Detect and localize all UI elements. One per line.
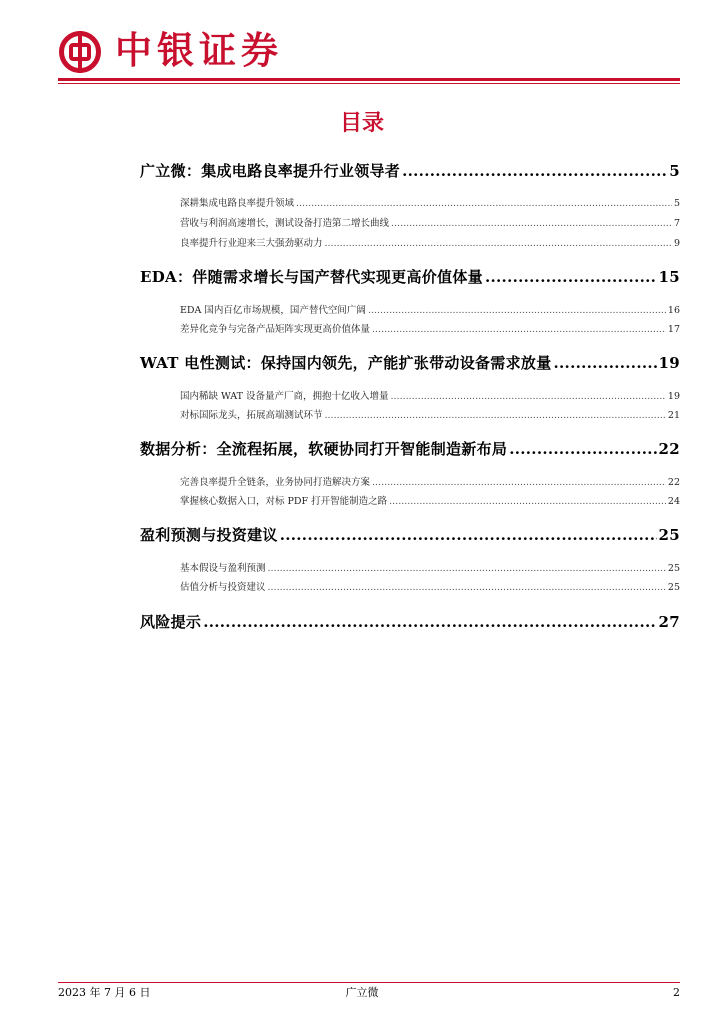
toc-subitem-title: 基本假设与盈利预测 [180, 563, 266, 574]
toc-section-title: 数据分析：全流程拓展，软硬协同打开智能制造新布局 [140, 440, 508, 458]
toc-subitem[interactable] [180, 216, 680, 232]
toc-subitem-title: 完善良率提升全链条，业务协同打造解决方案 [180, 477, 371, 488]
dot-leader [296, 196, 672, 212]
page-header [0, 0, 724, 90]
toc-page-number: 15 [658, 268, 680, 286]
toc-subitem-title: EDA 国内百亿市场规模，国产替代空间广阔 [180, 305, 366, 316]
toc-subitem-title: 深耕集成电路良率提升领域 [180, 198, 295, 209]
toc-subitem-title: 掌握核心数据入口，对标 PDF 打开智能制造之路 [180, 496, 388, 507]
toc-page-number: 25 [658, 526, 680, 544]
dot-leader [268, 580, 666, 596]
dot-leader [509, 438, 656, 460]
toc-subitem-title: 对标国际龙头，拓展高端测试环节 [180, 410, 323, 421]
dot-leader [203, 611, 656, 633]
toc-subitem[interactable] [180, 322, 680, 338]
toc-section-title: 广立微：集成电路良率提升行业领导者 [140, 162, 401, 180]
toc-page-number: 24 [667, 496, 680, 507]
toc-subitem[interactable] [180, 580, 680, 596]
toc-section-title: 风险提示 [140, 613, 202, 631]
bank-of-china-logo-icon [58, 30, 102, 74]
toc-subitem-title: 估值分析与投资建议 [180, 582, 266, 593]
toc-page-number: 9 [673, 238, 680, 249]
footer-company: 广立微 [345, 986, 379, 999]
toc-section[interactable] [140, 438, 680, 460]
brand-name: 中银证券 [115, 29, 283, 72]
toc-page-number: 16 [667, 305, 680, 316]
toc-subitem[interactable] [180, 236, 680, 252]
toc-subitem[interactable] [180, 389, 680, 405]
toc-subitem-title: 差异化竞争与完备产品矩阵实现更高价值体量 [180, 324, 371, 335]
toc-page-number: 22 [658, 440, 680, 458]
dot-leader [268, 561, 666, 577]
toc-subitem[interactable] [180, 561, 680, 577]
toc-page-number: 19 [667, 391, 680, 402]
toc-page-number: 27 [658, 613, 680, 631]
footer-page-number: 2 [673, 986, 680, 999]
dot-leader [554, 352, 657, 374]
dot-leader [391, 389, 666, 405]
toc-subitem-title: 营收与利润高速增长，测试设备打造第二增长曲线 [180, 218, 390, 229]
toc-section[interactable] [140, 524, 680, 546]
dot-leader [485, 266, 657, 288]
dot-leader [372, 475, 666, 491]
toc-section-title: EDA：伴随需求增长与国产替代实现更高价值体量 [140, 268, 483, 286]
footer-divider [58, 982, 680, 983]
dot-leader [389, 494, 666, 510]
header-divider-thin [58, 83, 680, 84]
toc-subitem[interactable] [180, 475, 680, 491]
toc-section[interactable] [140, 266, 680, 288]
toc-page-number: 5 [673, 198, 680, 209]
dot-leader [325, 236, 672, 252]
dot-leader [368, 303, 666, 319]
toc-title: 目录 [339, 111, 384, 136]
header-divider [58, 78, 680, 81]
toc-section[interactable] [140, 611, 680, 633]
footer-date: 2023 年 7 月 6 日 [58, 986, 151, 999]
toc-page-number: 22 [667, 477, 680, 488]
toc-page-number: 25 [667, 582, 680, 593]
dot-leader [402, 160, 667, 182]
toc-page-number: 17 [667, 324, 680, 335]
toc-subitem[interactable] [180, 408, 680, 424]
toc-section[interactable] [140, 352, 680, 374]
toc-section-title: 盈利预测与投资建议 [140, 526, 278, 544]
dot-leader [325, 408, 666, 424]
toc-page-number: 25 [667, 563, 680, 574]
dot-leader [372, 322, 666, 338]
toc-page-number: 5 [669, 162, 680, 180]
toc-subitem[interactable] [180, 494, 680, 510]
toc-section[interactable] [140, 160, 680, 182]
toc-subitem[interactable] [180, 196, 680, 212]
toc-page-number: 7 [673, 218, 680, 229]
toc-subitem[interactable] [180, 303, 680, 319]
toc-section-title: WAT 电性测试：保持国内领先，产能扩张带动设备需求放量 [140, 354, 552, 372]
toc-subitem-title: 良率提升行业迎来三大强劲驱动力 [180, 238, 323, 249]
dot-leader [280, 524, 657, 546]
toc-subitem-title: 国内稀缺 WAT 设备量产厂商，拥抱十亿收入增量 [180, 391, 389, 402]
toc-page-number: 19 [658, 354, 680, 372]
dot-leader [391, 216, 672, 232]
toc-page-number: 21 [667, 410, 680, 421]
